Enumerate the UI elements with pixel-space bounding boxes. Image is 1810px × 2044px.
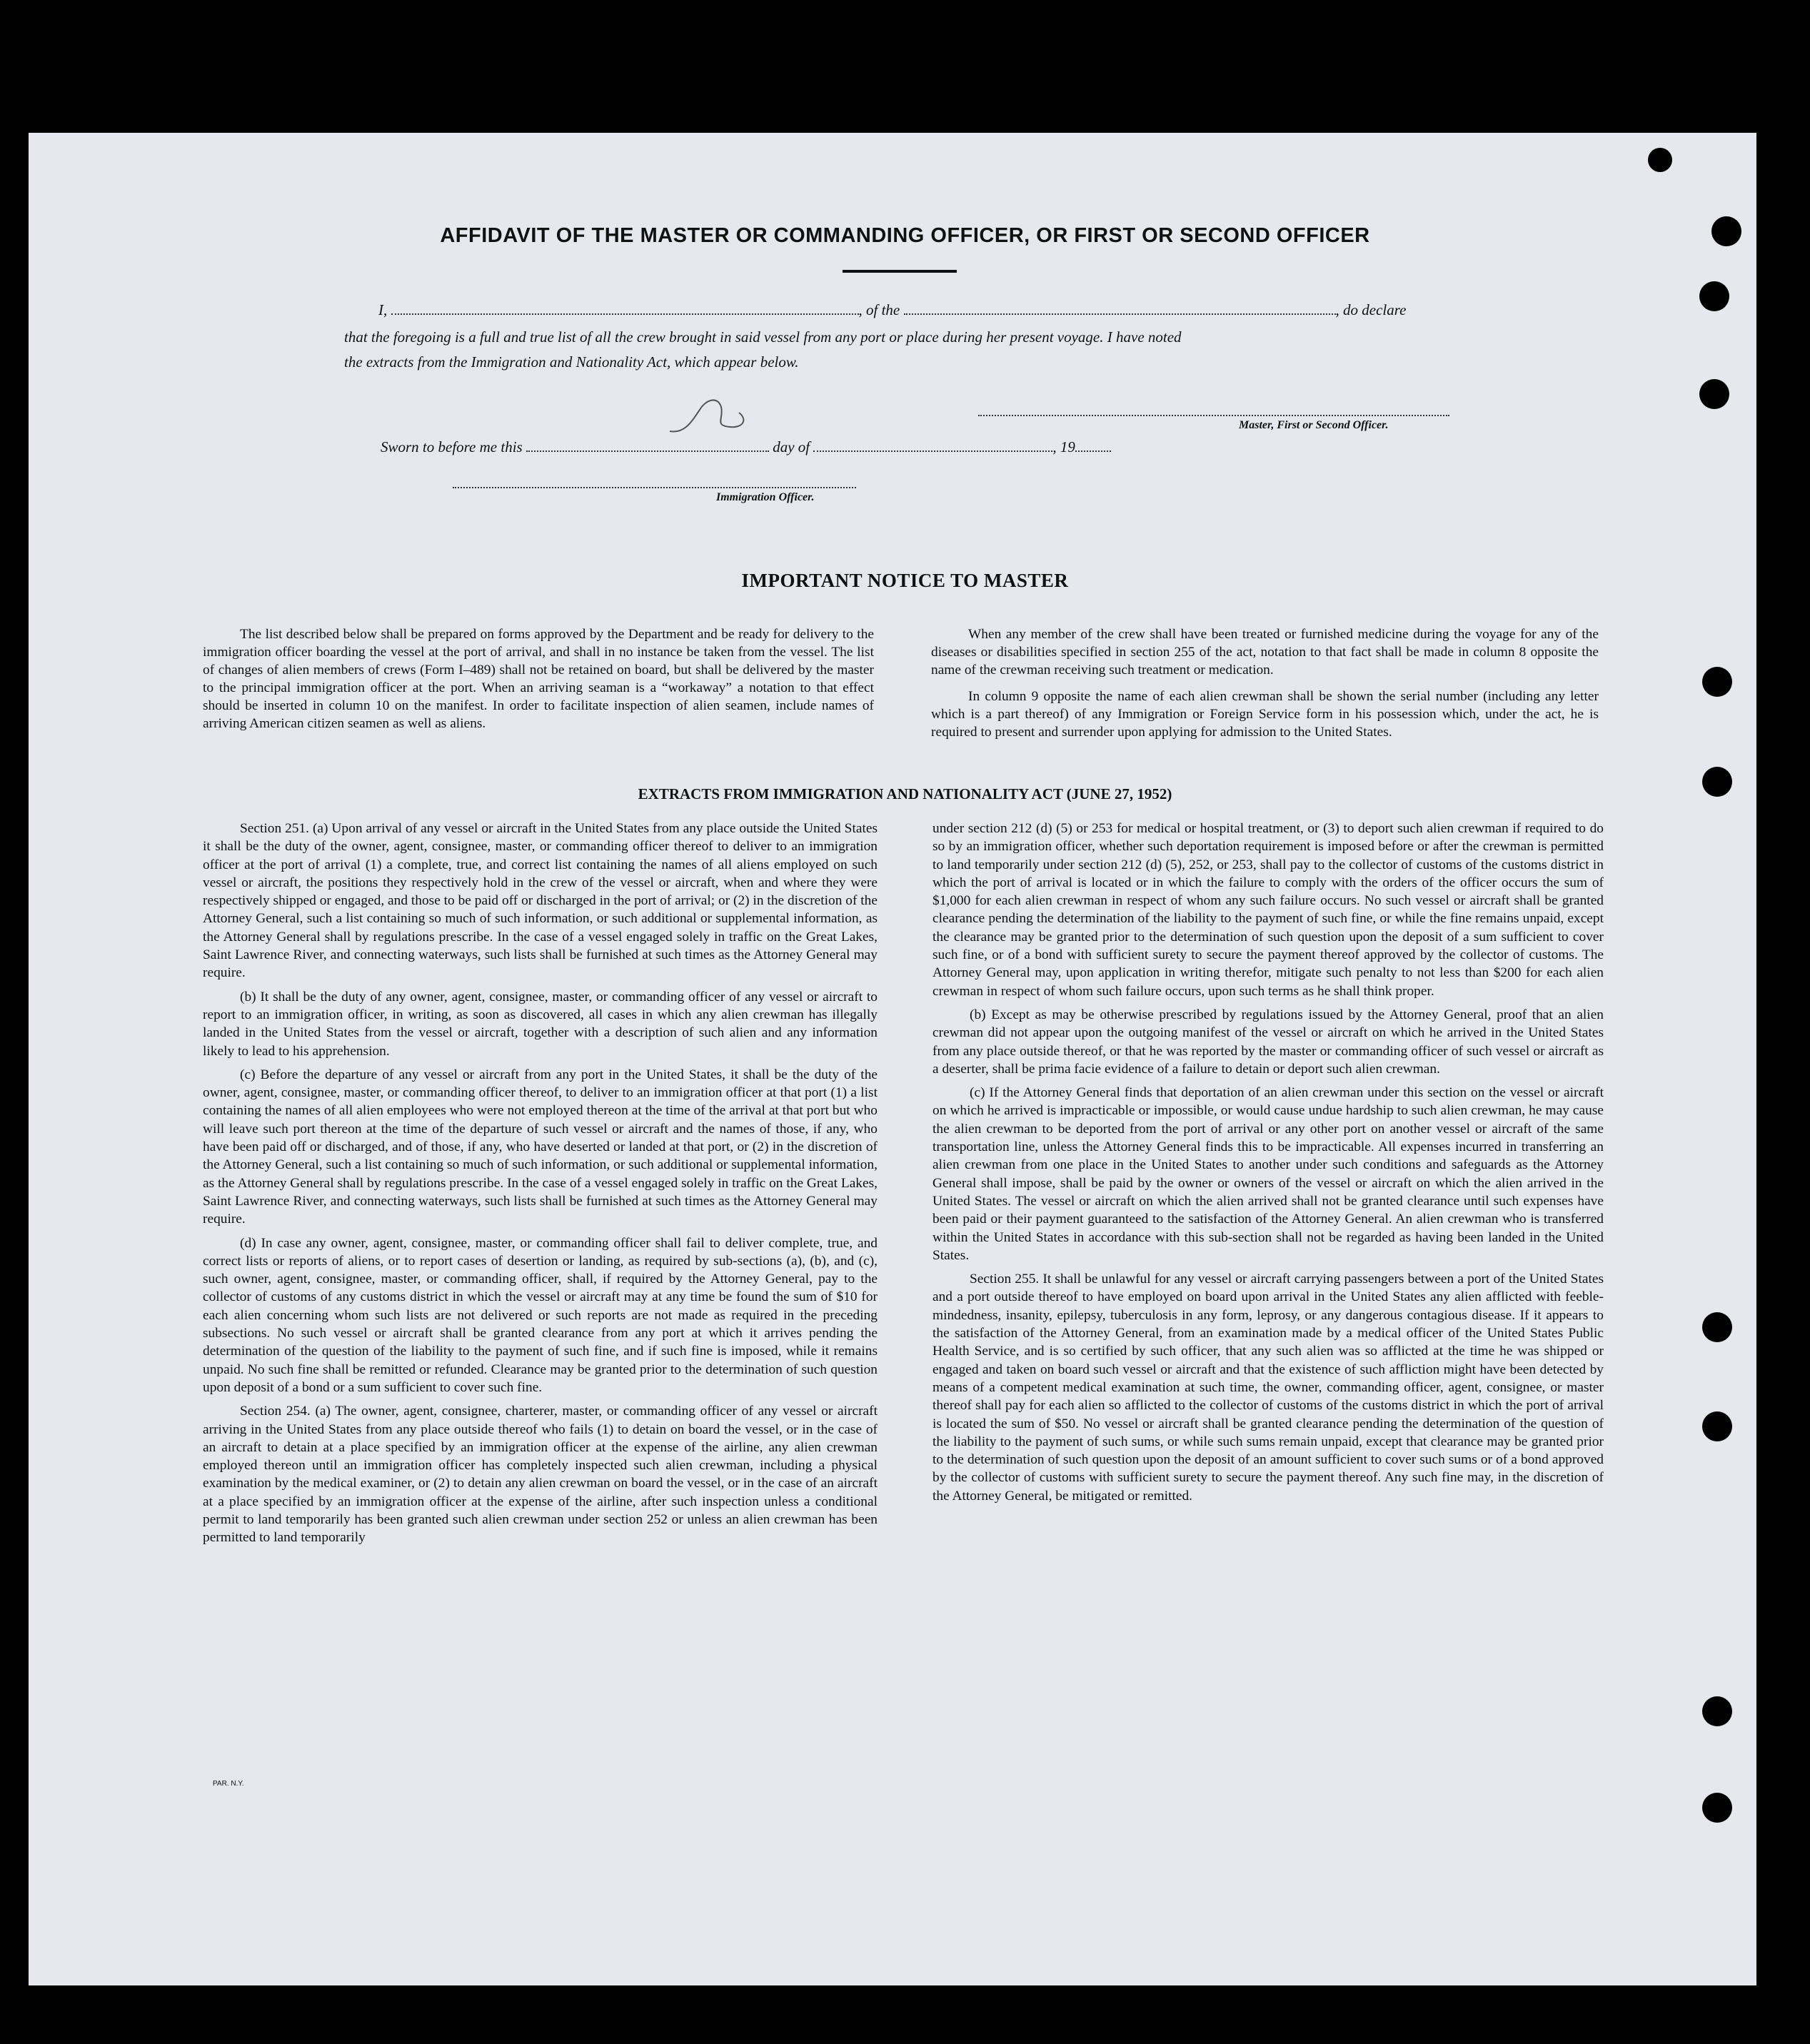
master-signature-label: Master, First or Second Officer. <box>1239 419 1389 431</box>
punch-hole <box>1699 379 1729 409</box>
immigration-officer-label: Immigration Officer. <box>716 491 815 503</box>
act-section-paragraph: under section 212 (d) (5) or 253 for medical or hospital treatment, or (3) to deport such alien crewman if required to do so by an immigration officer, whether such deportation requirement is imposed before or after the crewman is permitted to land temporarily under section 212 (d) (5), 252, or 253, shall pay to the collector of customs of the customs district in which the port of arrival is located or in which the failure to comply with the orders of the officer occurs the sum of $1,000 for each alien crewman in respect of whom any such failure occurs. No such vessel or aircraft shall be granted clearance pending the determination of the liability to the payment of such fine, or while the fine remains unpaid, except the clearance may be granted prior to the determination of such question upon the deposit of a sum sufficient to cover such fine, or of a bond with sufficient surety to secure the payment thereof approved by the collector of customs. The Attorney General may, upon application in writing therefor, mitigate such penalty to not less than $200 for each alien crewman in respect of whom such failure occurs, upon such terms as he shall think proper. <box>932 821 1604 999</box>
immigration-officer-signature-line <box>453 487 856 488</box>
extracts-title: EXTRACTS FROM IMMIGRATION AND NATIONALITY ACT (JUNE 27, 1952) <box>638 785 1172 802</box>
affidavit-title: AFFIDAVIT OF THE MASTER OR COMMANDING OFFICER, OR FIRST OR SECOND OFFICER <box>440 224 1370 247</box>
notice-right-column <box>931 625 1599 747</box>
declarant-name-blank <box>391 303 859 315</box>
extracts-right-column <box>932 820 1604 1511</box>
sworn-month-blank <box>813 440 1052 452</box>
printer-mark: PAR. N.Y. <box>213 1780 244 1788</box>
vessel-name-blank <box>904 303 1336 315</box>
act-section-paragraph: (d) In case any owner, agent, consignee, master, or commanding officer shall fail to deliver complete, true, and correct lists or reports of aliens, or to report cases of desertion or landing, as required by sub-sections (a), (b), and (c), such owner, agent, consignee, master, or commanding officer, shall, if required by the Attorney General, pay to the collector of customs of any customs district in which the vessel or aircraft may at any time be found the sum of $10 for each alien concerning whom such lists are not delivered or such reports are not made as required in the preceding subsections. No such vessel or aircraft shall be granted clearance from any port at which it arrives pending the determination of the question of the liability to the payment of such fine, and if such fine is imposed, while it remains unpaid. No such fine shall be remitted or refunded. Clearance may be granted prior to the determination of such question upon deposit of a bond or a sum sufficient to cover such fine. <box>203 1235 878 1395</box>
ink-scribble <box>664 391 771 441</box>
punch-hole <box>1702 1411 1732 1441</box>
of-the-label: , of the <box>858 301 900 318</box>
punch-hole <box>1702 1696 1732 1726</box>
punch-hole <box>1648 148 1672 172</box>
declarant-prefix: I, <box>378 301 388 318</box>
sworn-year-blank <box>1075 440 1111 452</box>
declaration-line-3: the extracts from the Immigration and Nationality Act, which appear below. <box>344 353 799 371</box>
declaration-line-2: that the foregoing is a full and true list of all the crew brought in said vessel from any port or place during her present voyage. I have noted <box>344 328 1182 346</box>
notice-left-column <box>203 625 874 738</box>
act-section-paragraph: (b) It shall be the duty of any owner, agent, consignee, master, or commanding officer of any vessel or aircraft to report to an immigration officer, in writing, as soon as discovered, all cases in which any alien crewman has illegally landed in the United States from the vessel or aircraft, together with a description of such alien and any information likely to lead to his apprehension. <box>203 989 878 1059</box>
act-section-paragraph: Section 255. It shall be unlawful for any vessel or aircraft carrying passengers between a port of the United States and a port outside thereof to have employed on board upon arrival in the United States any alien afflicted with feeble-mindedness, insanity, epilepsy, tuberculosis in any form, leprosy, or any dangerous contagious disease. If it appears to the satisfaction of the Attorney General, from an examination made by a medical officer of the United States Public Health Service, and is so certified by such officer, that any such alien was so afflicted at the time he was shipped or engaged and taken on board such vessel or aircraft and that the existence of such affliction might have been detected by means of a competent medical examination at such time, the owner, commanding officer, agent, consignee, or master thereof shall pay for each alien so afflicted to the collector of customs of the customs district in which the port of arrival is located the sum of $50. No vessel or aircraft shall be granted clearance pending the determination of the question of the liability to the payment of such sums, or while such sums remain unpaid, except that clearance may be granted prior to the determination of such question upon the deposit of an amount sufficient to cover such sums or of a bond approved by the collector of customs with sufficient surety to secure the payment thereof. Any such fine may, in the discretion of the Attorney General, be mitigated or remitted. <box>932 1272 1604 1504</box>
title-divider <box>843 270 957 273</box>
sworn-day-blank <box>526 440 769 452</box>
notice-title: IMPORTANT NOTICE TO MASTER <box>741 570 1069 591</box>
master-signature-line <box>978 415 1449 416</box>
punch-hole <box>1699 281 1729 311</box>
day-of-label: day of <box>773 438 810 455</box>
declaration-line-1 <box>378 301 1406 319</box>
punch-hole <box>1702 1312 1732 1342</box>
year-label: , 19 <box>1052 438 1075 455</box>
notice-paragraph: When any member of the crew shall have been treated or furnished medicine during the voyage for any of the diseases or disabilities specified in section 255 of the act, notation to that fact shall be made in column 8 opposite the name of the crewman receiving such treatment or medication. <box>931 627 1599 678</box>
declare-label: , do declare <box>1335 301 1407 318</box>
notice-paragraph: In column 9 opposite the name of each alien crewman shall be shown the serial number (including any letter which is a part thereof) of any Immigration or Foreign Service form in his possession which, under the act, he is required to present and surrender upon applying for admission to the United States. <box>931 689 1599 740</box>
sworn-label: Sworn to before me this <box>381 438 523 455</box>
notice-paragraph: The list described below shall be prepared on forms approved by the Department and be ready for delivery to the immigration officer boarding the vessel at the port of arrival, and shall in no instance be taken from the vessel. The list of changes of alien members of crews (Form I–489) shall not be retained on board, but shall be delivered by the master to the principal immigration officer at the port. When an arriving seaman is a “workaway” a notation to that effect should be inserted in column 10 on the manifest. In order to facilitate inspection of alien seamen, include names of arriving American citizen seamen as well as aliens. <box>203 627 874 731</box>
act-section-paragraph: (c) If the Attorney General finds that deportation of an alien crewman under this section on the vessel or aircraft on which he arrived is impracticable or impossible, or would cause undue hardship to such alien crewman, he may cause the alien crewman to be deported from the port of arrival or any other port on another vessel or aircraft of the same transportation line, unless the Attorney General finds this to be impracticable. All expenses incurred in transferring an alien crewman from one place in the United States to another under such conditions and safeguards as the Attorney General shall impose, shall be paid by the owner or owners of the vessel or aircraft on which the alien arrived in the United States. The vessel or aircraft on which the alien arrived shall not be granted clearance until such expenses have been paid or their payment guaranteed to the satisfaction of the Attorney General. An alien crewman who is transferred within the United States in accordance with this sub-section shall not be regarded as having been landed in the United States. <box>932 1085 1604 1263</box>
act-section-paragraph: (b) Except as may be otherwise prescribed by regulations issued by the Attorney General, proof that an alien crewman did not appear upon the outgoing manifest of the vessel or aircraft on which he arrived in the United States from any place outside thereof, or that he was reported by the master or commanding officer of such vessel or aircraft as a deserter, shall be prima facie evidence of a failure to detain or deport such alien crewman. <box>932 1007 1604 1077</box>
punch-hole <box>1702 667 1732 697</box>
sworn-line <box>381 438 1111 456</box>
punch-hole <box>1702 1793 1732 1823</box>
act-section-paragraph: (c) Before the departure of any vessel or aircraft from any port in the United States, it shall be the duty of the owner, agent, consignee, master, or commanding officer thereof, to deliver to an immigration officer at that port (1) a list containing the names of all alien employees who were not employed thereon at the time of the arrival at that port but who will leave such port thereon at the time of the departure of such vessel or aircraft and the names of those, if any, who have been paid off or discharged, and of those, if any, who have deserted or landed at that port, or (2) in the discretion of the Attorney General, such a list containing so much of such information, or such additional or supplemental information, as the Attorney General shall by regulations prescribe. In the case of a vessel engaged solely in traffic on the Great Lakes, Saint Lawrence River, and connecting waterways, such lists shall be furnished at such times as the Attorney General may require. <box>203 1067 878 1227</box>
act-section-paragraph: Section 251. (a) Upon arrival of any vessel or aircraft in the United States from any place outside the United States it shall be the duty of the owner, agent, consignee, master, or commanding officer thereof to deliver to an immigration officer at the port of arrival (1) a complete, true, and correct list containing the names of all aliens employed on such vessel or aircraft, the positions they respectively hold in the crew of the vessel or aircraft, when and where they were respectively shipped or engaged, and those to be paid off or discharged in the port of arrival; or (2) in the discretion of the Attorney General, such a list containing so much of such information, or such additional or supplemental information, as the Attorney General shall by regulations prescribe. In the case of a vessel engaged solely in traffic on the Great Lakes, Saint Lawrence River, and connecting waterways, such lists shall be furnished at such times as the Attorney General may require. <box>203 821 878 981</box>
act-section-paragraph: Section 254. (a) The owner, agent, consignee, charterer, master, or commanding officer of any vessel or aircraft arriving in the United States from any place outside thereof who fails (1) to detain on board the vessel, or in the case of an aircraft to detain at a place specified by an immigration officer at the expense of the airline, any alien crewman employed thereon until an immigration officer has completely inspected such alien crewman, including a physical examination by the medical examiner, or (2) to detain any alien crewman on board the vessel, or in the case of an aircraft at a place specified by an immigration officer at the expense of the airline, after such inspection unless a conditional permit to land temporarily has been granted such alien crewman under section 252 or unless an alien crewman has been permitted to land temporarily <box>203 1404 878 1546</box>
extracts-left-column <box>203 820 878 1553</box>
